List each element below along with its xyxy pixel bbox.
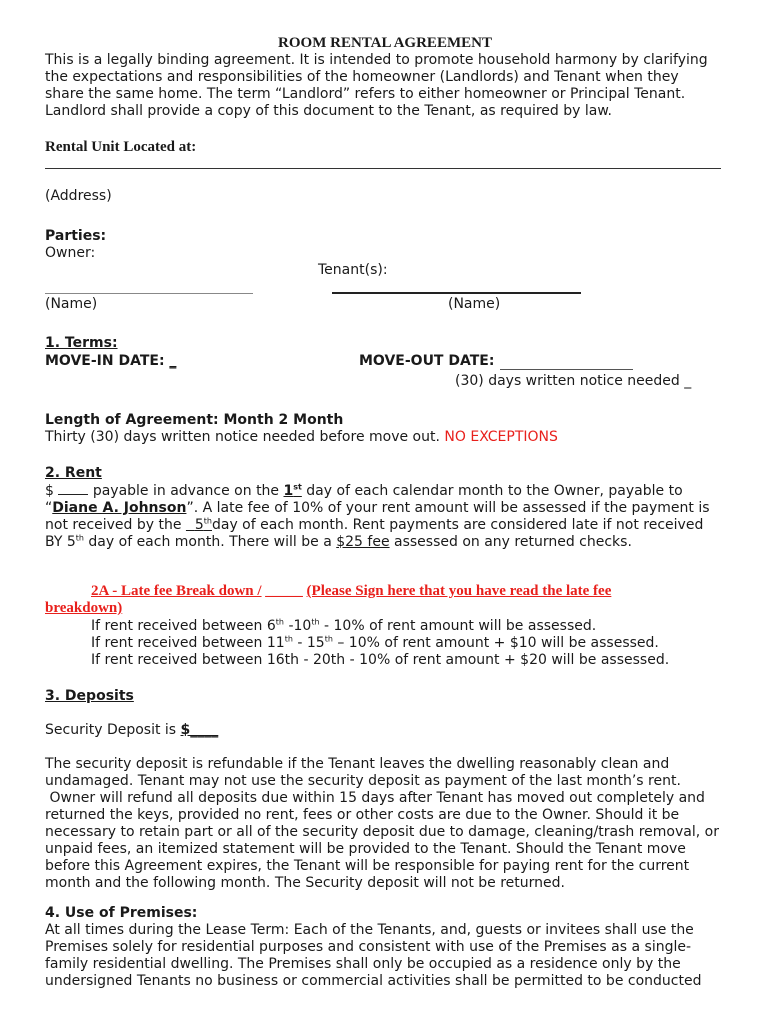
intro-line: the expectations and responsibilities of the homeowner (Landlords) and Tenant when they [45, 69, 679, 85]
intro-line: This is a legally binding agreement. It is intended to promote household harmony by clarifying [45, 52, 708, 68]
address-label: (Address) [45, 188, 112, 204]
deposits-heading: 3. Deposits [45, 688, 134, 704]
late-fee-signature-blank: _____ [265, 583, 303, 599]
move-out-row [359, 353, 494, 370]
notice-text: (30) days written notice needed [455, 373, 680, 389]
late-day: 5th [194, 516, 212, 533]
move-in-value: _ [169, 353, 177, 369]
rental-unit-heading: Rental Unit Located at: [45, 139, 197, 155]
payee-name: Diane A. Johnson [52, 500, 187, 516]
late-fee-row: If rent received between 16th - 20th - 10% of rent amount + $20 will be assessed. [91, 652, 670, 668]
intro-line: share the same home. The term “Landlord” refers to either homeowner or Principal Tenant. [45, 86, 686, 102]
rent-amount-blank [58, 482, 88, 495]
rent-day: 1st [283, 482, 302, 499]
notice-blank: _ [684, 373, 692, 389]
terms-heading: 1. Terms: [45, 335, 118, 351]
rent-paragraph: $ payable in advance on the 1st day of each calendar month to the Owner, payable to “Diane A. Johnson”. A late fee of 10% of your rent amount will be assessed if the payment is not received by the 5thday of each month. Rent payments are considered late if not received BY 5th day of each month. There will be a $25 fee assessed on any returned checks. [45, 482, 710, 550]
owner-name-label: (Name) [45, 296, 98, 312]
address-line [45, 168, 721, 169]
owner-label: Owner: [45, 245, 96, 261]
length-notice: Thirty (30) days written notice needed before move out. [45, 429, 440, 445]
document-title: ROOM RENTAL AGREEMENT [278, 35, 492, 51]
premises-heading: 4. Use of Premises: [45, 905, 198, 921]
security-deposit-value: $____ [180, 722, 219, 738]
intro-paragraph [45, 52, 735, 120]
intro-line: Landlord shall provide a copy of this document to the Tenant, as required by law. [45, 103, 612, 119]
parties-heading: Parties: [45, 228, 107, 244]
move-out-line [500, 369, 633, 370]
rent-heading: 2. Rent [45, 465, 102, 481]
premises-paragraph: At all times during the Lease Term: Each of the Tenants, and, guests or invitees shall use the Premises solely for residential purposes and consistent with use of the Premises as a single- family residential dwelling. The Premises shall only be occupied as a residence only by the undersigned Tenants no business or commercial activities shall be permitted to be conducted [45, 922, 702, 989]
security-deposit-label: Security Deposit is [45, 722, 177, 738]
late-fee-heading: 2A - Late fee Break down / _____ (Please Sign here that you have read the late fee breakdown) [45, 583, 612, 616]
deposits-paragraph: The security deposit is refundable if the Tenant leaves the dwelling reasonably clean and undamaged. Tenant may not use the security deposit as payment of the last month’s rent. Owner will refund all deposits due within 15 days after Tenant has moved out completely and returned the keys, provided no rent, fees or other costs are due to the Owner. Should it be necessary to retain part or all of the security deposit due to damage, cleaning/trash removal, or unpaid fees, an itemized statement will be provided to the Tenant. Should the Tenant move before this Agreement expires, the Tenant will be responsible for paying rent for the current month and the following month. The Security deposit will not be returned. [45, 756, 719, 891]
move-in-label: MOVE-IN DATE: [45, 353, 165, 369]
tenant-name-line [332, 292, 581, 294]
owner-name-line [45, 293, 253, 294]
no-exceptions: NO EXCEPTIONS [444, 429, 558, 445]
length-notice-row [45, 429, 735, 446]
returned-check-fee: $25 fee [336, 534, 390, 550]
move-out-label: MOVE-OUT DATE: [359, 353, 495, 369]
tenant-label: Tenant(s): [318, 262, 388, 278]
security-deposit-row [45, 722, 735, 739]
notice-row [455, 373, 691, 390]
late-fee-row: If rent received between 11th - 15th – 10% of rent amount + $10 will be assessed. [91, 634, 659, 651]
length-heading: Length of Agreement: Month 2 Month [45, 412, 344, 428]
late-fee-row: If rent received between 6th -10th - 10% of rent amount will be assessed. [91, 617, 597, 634]
late-fee-list [45, 618, 735, 669]
rent-dollar: $ [45, 483, 54, 499]
tenant-name-label: (Name) [448, 296, 501, 312]
move-in-row [45, 353, 277, 370]
